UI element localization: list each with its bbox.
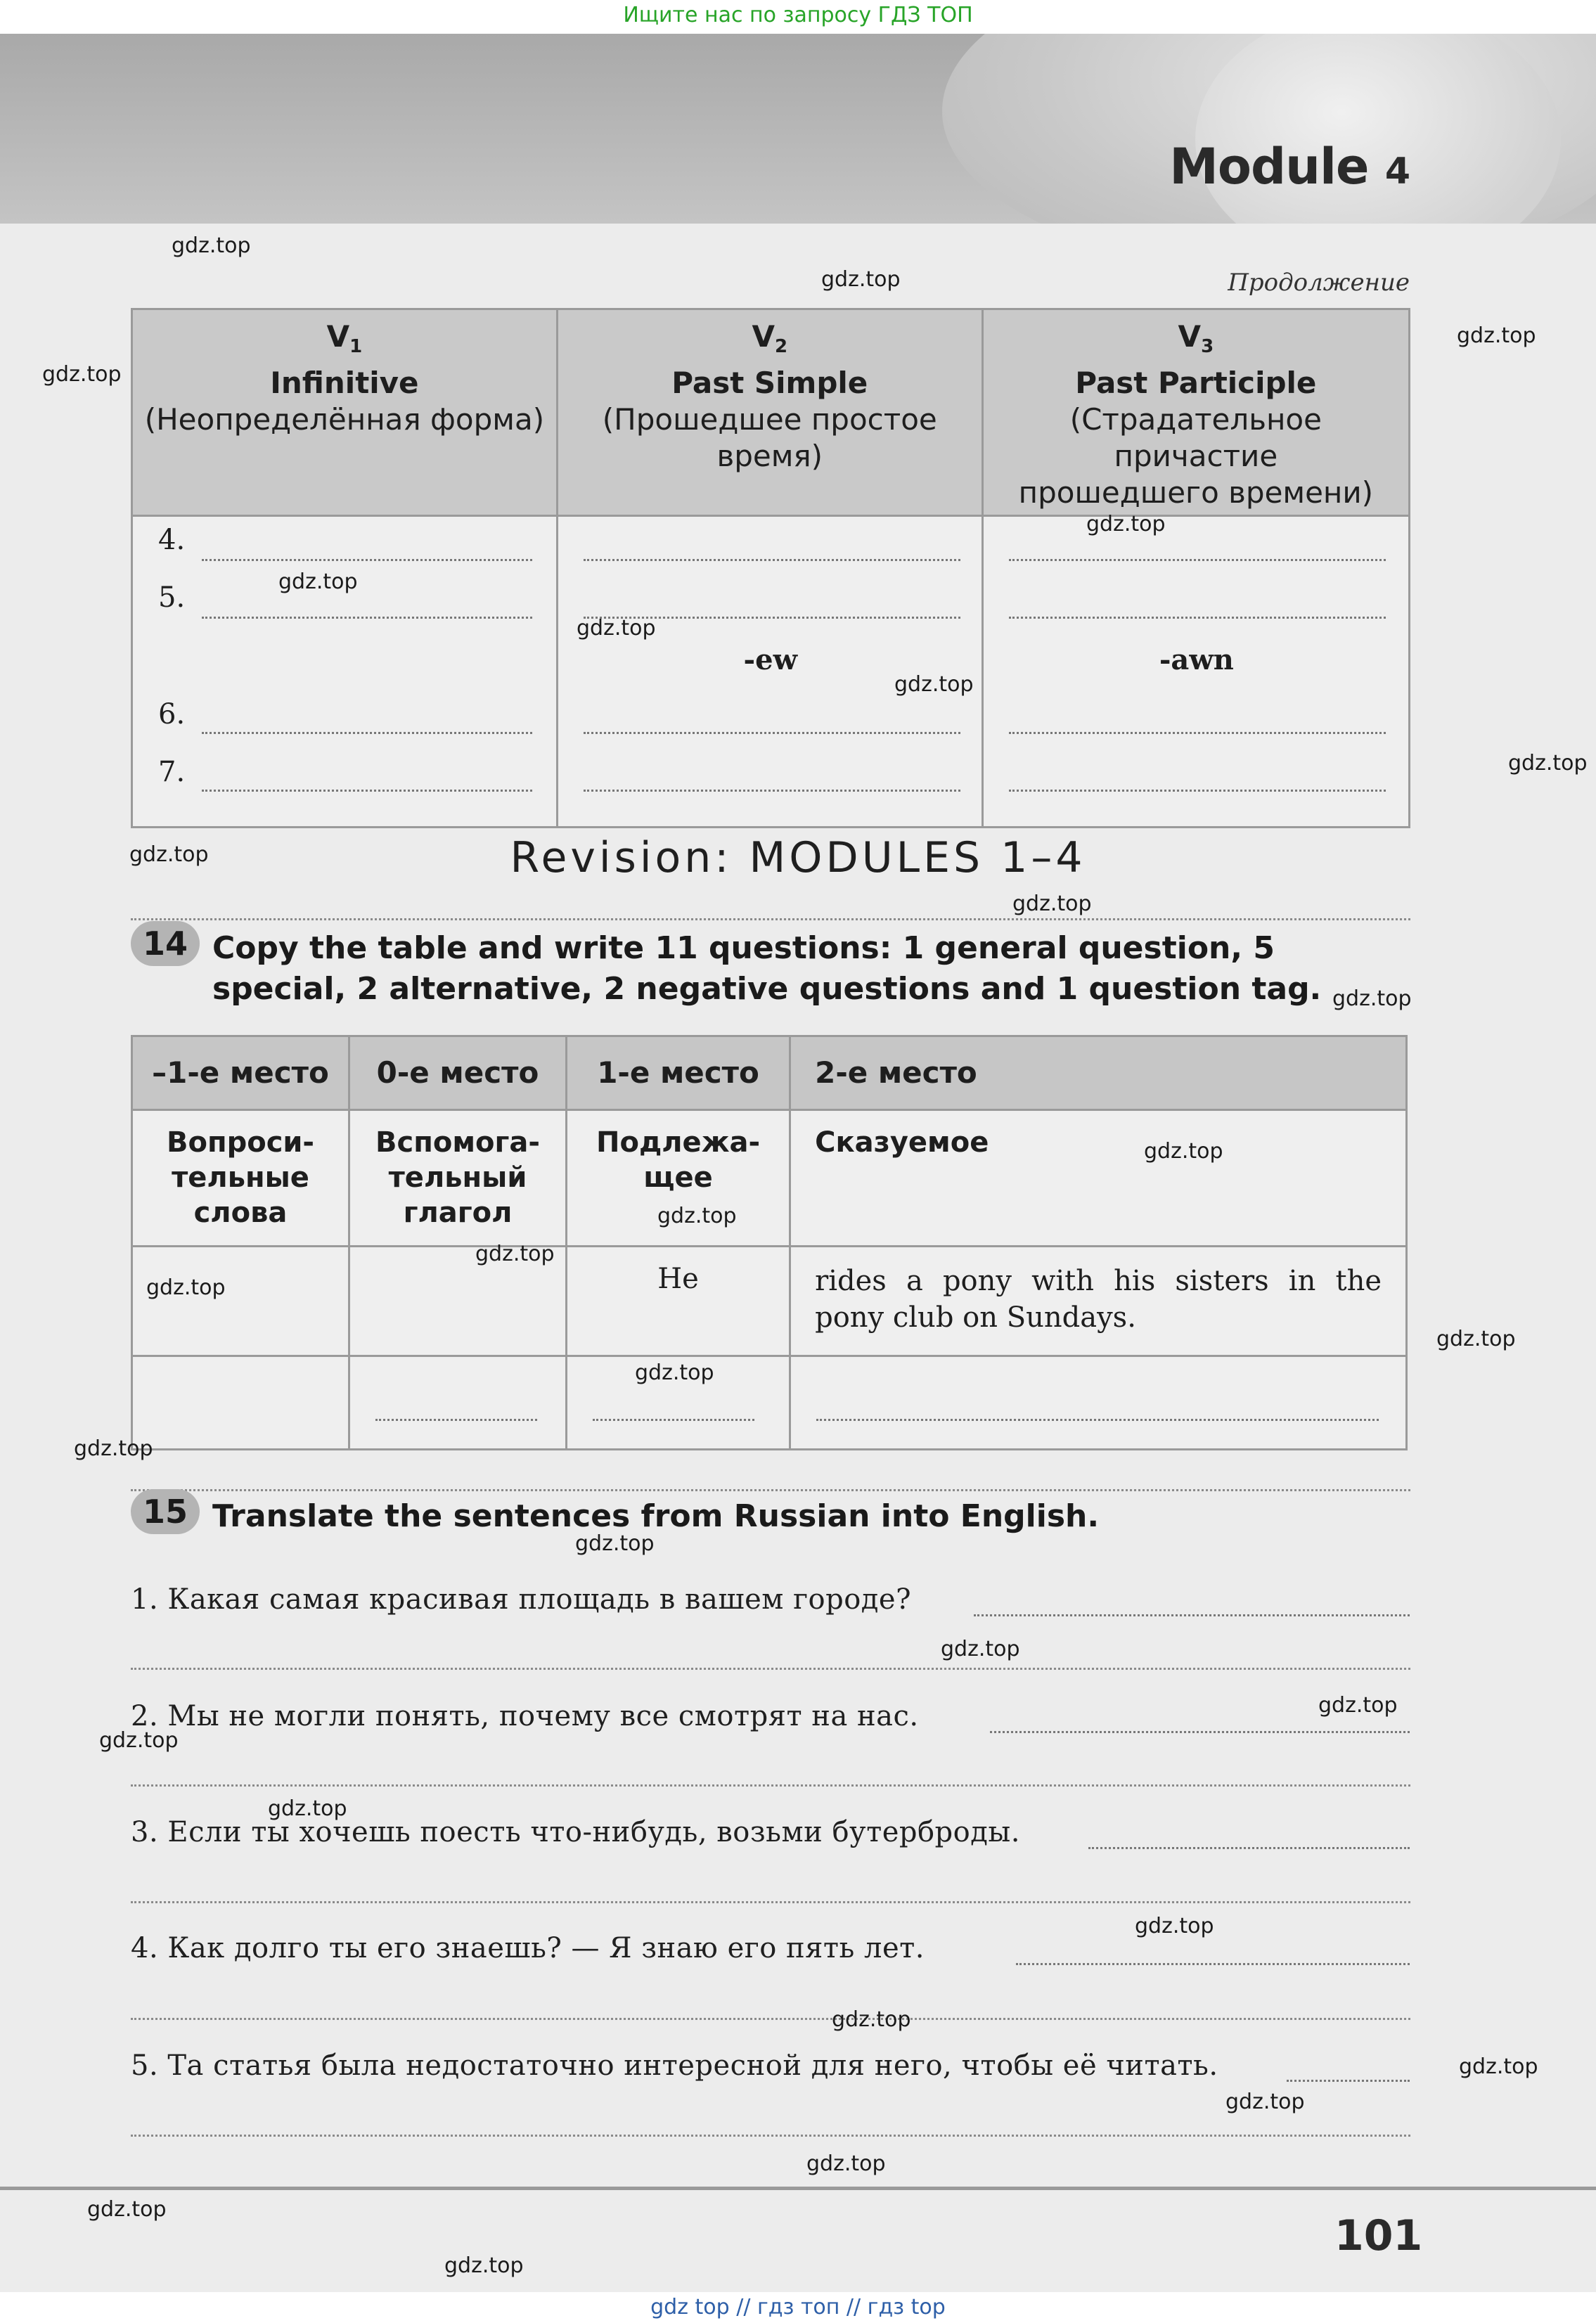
row-number: 5. (158, 581, 186, 614)
watermark: gdz.top (42, 362, 122, 387)
v3-title: Past Participle (1075, 366, 1317, 400)
watermark: gdz.top (268, 1796, 347, 1821)
v3-description: (Страдательное причастие прошедшего времени) (1018, 402, 1374, 510)
suffix-awn: -awn (1159, 643, 1234, 676)
watermark: gdz.top (657, 1204, 737, 1228)
v1-symbol: $V_1$ (326, 319, 363, 357)
watermark: gdz.top (1459, 2054, 1538, 2079)
exercise-14-instruction: Copy the table and write 11 questions: 1 general question, 5 special, 2 alternative, 2 negative questions and 1 question tag. (212, 930, 1322, 1007)
word-order-table (131, 1035, 1408, 1450)
watermark: gdz.top (575, 1531, 655, 1556)
verb-forms-table (131, 308, 1410, 828)
answer-line[interactable] (1009, 790, 1386, 792)
v1-title: Infinitive (270, 366, 419, 400)
row-number: 6. (158, 698, 186, 731)
watermark: gdz.top (894, 672, 974, 697)
answer-line[interactable] (131, 1784, 1410, 1787)
module-title-word: Module (1169, 138, 1369, 195)
sentence-5: 5. Та статья была недостаточно интересной для него, чтобы её читать. (131, 2049, 1218, 2082)
answer-line[interactable] (202, 559, 532, 561)
answer-line[interactable] (1088, 1847, 1410, 1849)
subheader-subject: Подлежа-щее (567, 1110, 790, 1247)
answer-line[interactable] (1287, 2080, 1410, 2082)
v3-answer-cell (982, 516, 1409, 828)
answer-line[interactable] (584, 790, 960, 792)
v2-title: Past Simple (671, 366, 868, 400)
watermark: gdz.top (99, 1728, 179, 1753)
revision-title: Revision: MODULES 1–4 (510, 833, 1086, 882)
watermark: gdz.top (146, 1275, 226, 1300)
answer-line[interactable] (202, 732, 532, 734)
watermark: gdz.top (1508, 751, 1588, 776)
footer-divider (0, 2187, 1596, 2190)
exercise-15-badge: 15 (131, 1489, 200, 1534)
watermark: gdz.top (806, 2151, 886, 2176)
sentence-3: 3. Если ты хочешь поесть что-нибудь, возьми бутерброды. (131, 1816, 1020, 1848)
module-number: 4 (1384, 150, 1410, 193)
divider (131, 918, 1410, 920)
v1-description: (Неопределённая форма) (144, 402, 545, 437)
answer-line[interactable] (1009, 617, 1386, 619)
col-header-0: 0-е место (349, 1036, 567, 1110)
sentence-2: 2. Мы не могли понять, почему все смотрят на нас. (131, 1700, 919, 1732)
v2-description: (Прошедшее простое время) (602, 402, 937, 473)
subheader-predicate: Сказуемое (790, 1110, 1407, 1247)
watermark: gdz.top (577, 616, 656, 641)
row-number: 7. (158, 756, 186, 788)
header-band (0, 34, 1596, 224)
answer-line[interactable] (1009, 559, 1386, 561)
watermark: gdz.top (129, 842, 209, 867)
answer-line[interactable] (1016, 1963, 1410, 1965)
answer-line[interactable] (584, 732, 960, 734)
answer-line[interactable] (202, 790, 532, 792)
watermark: gdz.top (635, 1360, 714, 1385)
watermark: gdz.top (1135, 1914, 1214, 1938)
answer-line[interactable] (990, 1731, 1410, 1733)
sentence-4: 4. Как долго ты его знаешь? — Я знаю его пять лет. (131, 1932, 925, 1964)
watermark: gdz.top (832, 2007, 911, 2032)
col-header-2: 2-е место (790, 1036, 1407, 1110)
column-header-v2 (557, 309, 982, 516)
watermark: gdz.top (444, 2253, 524, 2278)
suffix-ew: -ew (743, 643, 797, 676)
answer-line[interactable] (131, 2135, 1410, 2137)
watermark: gdz.top (475, 1242, 555, 1266)
exercise-14-badge: 14 (131, 921, 200, 966)
watermark: gdz.top (1144, 1139, 1223, 1164)
watermark: gdz.top (1225, 2090, 1305, 2114)
watermark: gdz.top (821, 267, 901, 292)
example-predicate: rides a pony with his sisters in the pony club on Sundays. (790, 1247, 1407, 1356)
continued-label: Продолжение (1228, 269, 1410, 297)
page-number: 101 (1334, 2211, 1423, 2260)
answer-line[interactable] (131, 1668, 1410, 1670)
subheader-auxiliary-verb: Вспомога-тельный глагол (349, 1110, 567, 1247)
watermark: gdz.top (74, 1436, 153, 1461)
v2-symbol: $V_2$ (752, 319, 788, 357)
watermark: gdz.top (172, 233, 251, 258)
col-header-minus1: –1-е место (132, 1036, 349, 1110)
col-header-1: 1-е место (567, 1036, 790, 1110)
row-number: 4. (158, 524, 186, 556)
watermark: gdz.top (1086, 512, 1166, 536)
watermark: gdz.top (1012, 892, 1092, 916)
watermark: gdz.top (941, 1637, 1020, 1661)
answer-line[interactable] (131, 1901, 1410, 1903)
v3-symbol: $V_3$ (1178, 319, 1214, 357)
answer-line[interactable] (131, 1489, 1410, 1491)
answer-cell[interactable] (349, 1356, 567, 1450)
bottom-links[interactable]: gdz top // гдз топ // гдз top (0, 2292, 1596, 2323)
answer-line[interactable] (1009, 732, 1386, 734)
v1-answer-cell (132, 516, 558, 828)
answer-line[interactable] (131, 2018, 1410, 2020)
example-subject: He (567, 1247, 790, 1356)
answer-cell[interactable] (790, 1356, 1407, 1450)
v2-answer-cell (557, 516, 982, 828)
sentence-1: 1. Какая самая красивая площадь в вашем городе? (131, 1583, 912, 1616)
watermark: gdz.top (87, 2197, 167, 2222)
subheader-question-words: Вопроси-тельные слова (132, 1110, 349, 1247)
module-title (1169, 138, 1410, 195)
answer-cell[interactable] (132, 1356, 349, 1450)
watermark: gdz.top (1318, 1693, 1398, 1718)
watermark: gdz.top (1436, 1327, 1516, 1351)
answer-line[interactable] (202, 617, 532, 619)
top-banner-link[interactable]: Ищите нас по запросу ГДЗ ТОП (623, 3, 973, 27)
answer-line[interactable] (974, 1614, 1410, 1616)
example-cell-empty (132, 1247, 349, 1356)
column-header-v1 (132, 309, 558, 516)
watermark: gdz.top (278, 570, 358, 594)
watermark: gdz.top (1457, 323, 1536, 348)
answer-line[interactable] (584, 559, 960, 561)
watermark: gdz.top (1332, 986, 1412, 1011)
exercise-15-instruction: Translate the sentences from Russian into English. (212, 1498, 1100, 1534)
column-header-v3 (982, 309, 1409, 516)
